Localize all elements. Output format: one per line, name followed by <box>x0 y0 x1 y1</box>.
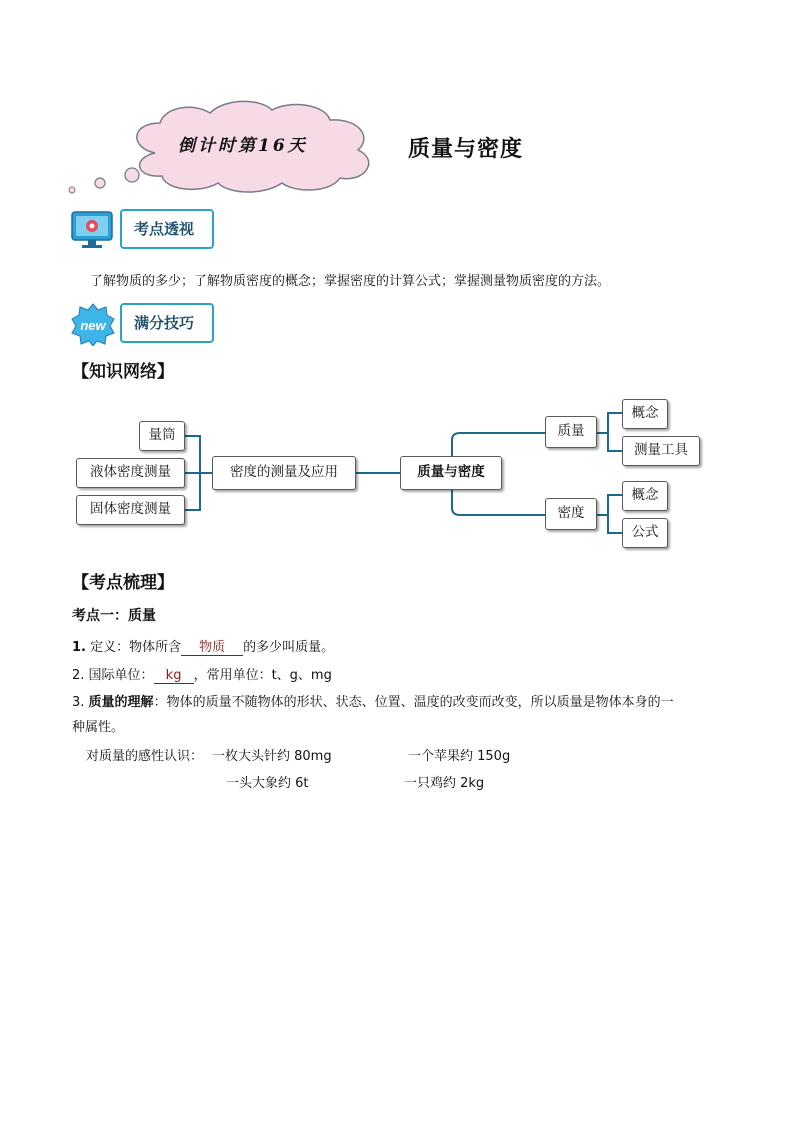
node-density-concept: 概念 <box>622 481 668 511</box>
item2-num: 2. <box>72 668 85 683</box>
perception-pin: 一枚大头针约 80mg <box>212 749 332 764</box>
perception-elephant: 一头大象约 6t <box>226 776 309 791</box>
node-liangtong: 量筒 <box>139 421 185 451</box>
item1-pre: 定义：物体所含 <box>90 640 182 655</box>
node-density-measurement: 密度的测量及应用 <box>212 456 356 490</box>
node-mass-concept: 概念 <box>622 399 668 429</box>
item1-num: 1. <box>72 640 86 655</box>
kaodian-shuli-heading: 【考点梳理】 <box>72 573 174 593</box>
node-density: 密度 <box>545 498 597 530</box>
item3-bold: 质量的理解 <box>88 695 154 710</box>
item2 <box>72 664 332 684</box>
perception-apple: 一个苹果约 150g <box>408 749 511 764</box>
item2-pre: 国际单位： <box>88 668 154 683</box>
item1 <box>72 636 334 656</box>
item1-post: 的多少叫质量。 <box>243 640 335 655</box>
monitor-gear-icon <box>70 208 114 252</box>
node-liquid-density: 液体密度测量 <box>76 458 185 488</box>
item3 <box>72 691 674 710</box>
section-kaodian-toushi: 考点透视 <box>120 209 214 249</box>
node-formula: 公式 <box>622 518 668 548</box>
page-title: 质量与密度 <box>408 137 524 162</box>
intro-text: 了解物质的多少；了解物质密度的概念；掌握密度的计算公式；掌握测量物质密度的方法。 <box>90 274 611 289</box>
point1-title: 考点一：质量 <box>72 608 156 624</box>
item2-blank: kg <box>154 668 194 684</box>
node-solid-density: 固体密度测量 <box>76 495 185 525</box>
countdown-label: 倒计时第16天 <box>178 136 308 156</box>
perception-chicken: 一只鸡约 2kg <box>404 776 485 791</box>
node-mass: 质量 <box>545 416 597 448</box>
section-manfen-jiqiao: 满分技巧 <box>120 303 214 343</box>
item3-cont: 种属性。 <box>72 720 125 735</box>
item3-text: ：物体的质量不随物体的形状、状态、位置、温度的改变而改变，所以质量是物体本身的一 <box>153 695 674 710</box>
perception-label: 对质量的感性认识： <box>86 749 204 764</box>
item2-post: ，常用单位：t、g、mg <box>193 668 332 683</box>
knowledge-network-heading: 【知识网络】 <box>72 362 174 382</box>
new-badge-icon <box>70 302 116 346</box>
item3-num: 3. <box>72 695 85 710</box>
item1-blank: 物质 <box>181 640 243 656</box>
node-measuring-tool: 测量工具 <box>622 436 700 466</box>
node-mass-density: 质量与密度 <box>400 456 502 490</box>
new-badge-text: new <box>80 318 106 333</box>
